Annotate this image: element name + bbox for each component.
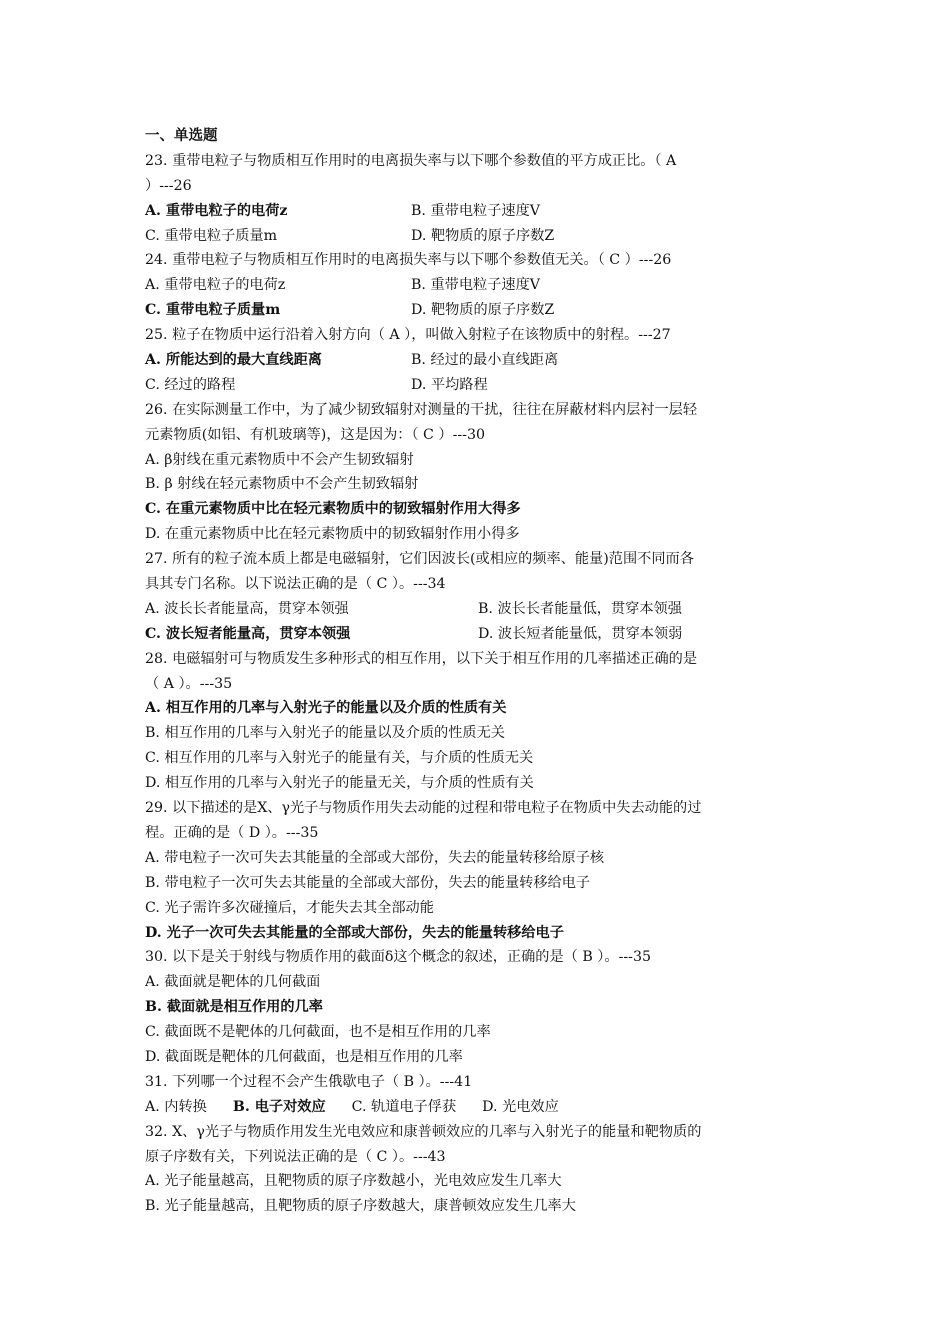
q30-option-b: B. 截面就是相互作用的几率 xyxy=(145,999,323,1016)
q25-option-d: D. 平均路程 xyxy=(411,376,488,393)
q24-option-b: B. 重带电粒子速度V xyxy=(411,277,541,294)
q23-options-row1 xyxy=(145,199,807,224)
q23-stem-line1: 23. 重带电粒子与物质相互作用时的电离损失率与以下哪个参数值的平方成正比。（ A xyxy=(145,152,677,169)
q28-option-a: A. 相互作用的几率与入射光子的能量以及介质的性质有关 xyxy=(145,700,507,717)
q31-option-a: A. 内转换 xyxy=(145,1098,207,1115)
q31-options-row xyxy=(145,1095,807,1120)
q25-option-a: A. 所能达到的最大直线距离 xyxy=(145,352,322,369)
q25-option-b: B. 经过的最小直线距离 xyxy=(411,352,559,369)
q26-option-d: D. 在重元素物质中比在轻元素物质中的韧致辐射作用小得多 xyxy=(145,526,520,543)
q31-option-c: C. 轨道电子俘获 xyxy=(351,1098,457,1115)
q30-option-c: C. 截面既不是靶体的几何截面，也不是相互作用的几率 xyxy=(145,1024,491,1041)
q27-option-b: B. 波长长者能量低，贯穿本领强 xyxy=(478,600,682,617)
q26-stem-line2: 元素物质(如铝、有机玻璃等)，这是因为：（ C ）---30 xyxy=(145,426,486,443)
q27-stem-line2: 具其专门名称。以下说法正确的是（ C ）。---34 xyxy=(145,576,446,593)
q24-option-c: C. 重带电粒子质量m xyxy=(145,302,281,319)
q27-option-d: D. 波长短者能量低，贯穿本领弱 xyxy=(478,625,683,642)
question-list xyxy=(145,124,807,1219)
q27-option-c: C. 波长短者能量高，贯穿本领强 xyxy=(145,625,351,642)
q29-option-d: D. 光子一次可失去其能量的全部或大部份，失去的能量转移给电子 xyxy=(145,924,564,941)
q29-stem-line1: 29. 以下描述的是X、γ光子与物质作用失去动能的过程和带电粒子在物质中失去动能的过 xyxy=(145,800,702,817)
q29-option-c: C. 光子需许多次碰撞后，才能失去其全部动能 xyxy=(145,899,434,916)
q29-option-a: A. 带电粒子一次可失去其能量的全部或大部份，失去的能量转移给原子核 xyxy=(145,849,605,866)
q27-stem-line1: 27. 所有的粒子流本质上都是电磁辐射，它们因波长(或相应的频率、能量)范围不同而各 xyxy=(145,551,694,568)
q26-stem-line1: 26. 在实际测量工作中，为了减少韧致辐射对测量的干扰，往往在屏蔽材料内层衬一层轻 xyxy=(145,401,698,418)
q30-option-a: A. 截面就是靶体的几何截面 xyxy=(145,974,321,991)
q31-option-d: D. 光电效应 xyxy=(482,1098,559,1115)
q26-option-b: B. β 射线在轻元素物质中不会产生韧致辐射 xyxy=(145,476,419,493)
q27-options-row2 xyxy=(145,622,807,647)
q24-options-row1 xyxy=(145,273,807,298)
q24-stem-line1: 24. 重带电粒子与物质相互作用时的电离损失率与以下哪个参数值无关。（ C ）---26 xyxy=(145,252,672,269)
q31-stem-line1: 31. 下列哪一个过程不会产生俄歇电子（ B ）。---41 xyxy=(145,1073,473,1090)
q26-option-a: A. β射线在重元素物质中不会产生韧致辐射 xyxy=(145,451,414,468)
q32-stem-line2: 原子序数有关，下列说法正确的是（ C ）。---43 xyxy=(145,1148,446,1165)
q32-option-b: B. 光子能量越高，且靶物质的原子序数越大，康普顿效应发生几率大 xyxy=(145,1198,576,1215)
q31-option-b: B. 电子对效应 xyxy=(232,1098,326,1115)
q24-option-a: A. 重带电粒子的电荷z xyxy=(145,277,286,294)
q25-options-row1 xyxy=(145,348,807,373)
q28-stem-line2: （ A ）。---35 xyxy=(145,675,233,692)
section-title: 一、单选题 xyxy=(145,128,218,144)
q23-option-a: A. 重带电粒子的电荷z xyxy=(145,202,288,219)
q29-stem-line2: 程。正确的是（ D ）。---35 xyxy=(145,824,319,841)
q25-option-c: C. 经过的路程 xyxy=(145,376,236,393)
q30-stem-line1: 30. 以下是关于射线与物质作用的截面δ这个概念的叙述，正确的是（ B ）。---35 xyxy=(145,949,652,966)
q27-option-a: A. 波长长者能量高，贯穿本领强 xyxy=(145,600,349,617)
q30-option-d: D. 截面既是靶体的几何截面，也是相互作用的几率 xyxy=(145,1048,463,1065)
q26-option-c: C. 在重元素物质中比在轻元素物质中的韧致辐射作用大得多 xyxy=(145,501,521,518)
q25-options-row2 xyxy=(145,373,807,398)
q23-option-b: B. 重带电粒子速度V xyxy=(411,202,541,219)
q24-options-row2 xyxy=(145,298,807,323)
q28-option-d: D. 相互作用的几率与入射光子的能量无关，与介质的性质有关 xyxy=(145,775,534,792)
q27-options-row1 xyxy=(145,597,807,622)
q23-options-row2 xyxy=(145,224,807,249)
q29-option-b: B. 带电粒子一次可失去其能量的全部或大部份，失去的能量转移给电子 xyxy=(145,874,591,891)
q28-stem-line1: 28. 电磁辐射可与物质发生多种形式的相互作用，以下关于相互作用的几率描述正确的是 xyxy=(145,650,698,667)
q23-option-c: C. 重带电粒子质量m xyxy=(145,227,278,244)
q28-option-c: C. 相互作用的几率与入射光子的能量有关，与介质的性质无关 xyxy=(145,750,534,767)
q25-stem-line1: 25. 粒子在物质中运行沿着入射方向（ A ），叫做入射粒子在该物质中的射程。---27 xyxy=(145,327,671,344)
q28-option-b: B. 相互作用的几率与入射光子的能量以及介质的性质无关 xyxy=(145,725,505,742)
q32-stem-line1: 32. X、γ光子与物质作用发生光电效应和康普顿效应的几率与入射光子的能量和靶物质的 xyxy=(145,1123,702,1140)
q23-option-d: D. 靶物质的原子序数Z xyxy=(411,227,555,244)
q23-stem-line2: ）---26 xyxy=(145,177,192,194)
q24-option-d: D. 靶物质的原子序数Z xyxy=(411,302,555,319)
q32-option-a: A. 光子能量越高，且靶物质的原子序数越小，光电效应发生几率大 xyxy=(145,1173,562,1190)
